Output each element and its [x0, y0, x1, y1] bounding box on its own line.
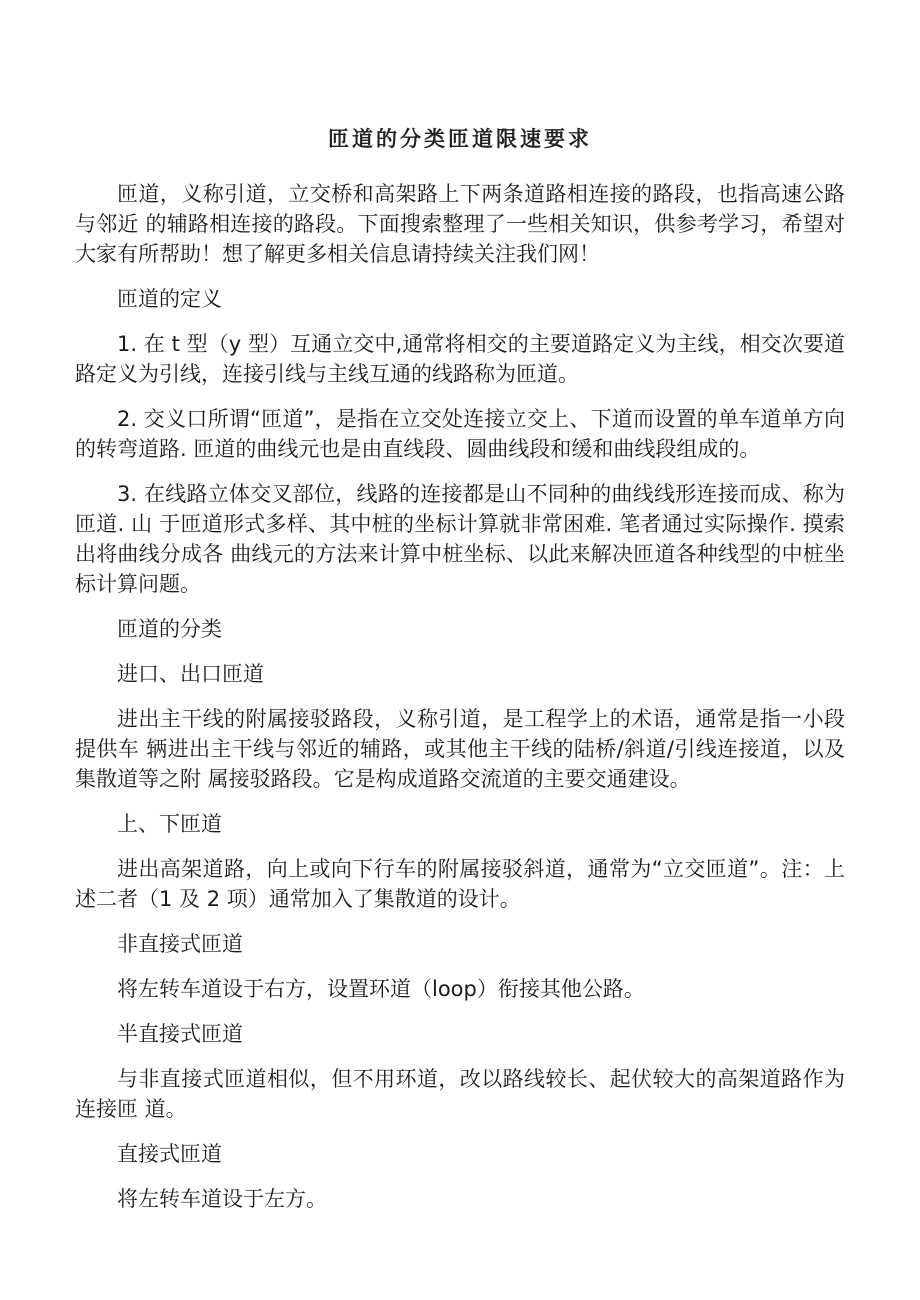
- paragraph-direct-ramp: 将左转车道设于左方。: [117, 1187, 327, 1211]
- paragraph-intro: 匝道，义称引道，立交桥和高架路上下两条道路相连接的路段，也指高速公路与邻近 的辅路相连接的路段。下面搜索整理了一些相关知识，供参考学习，希望对大家有所帮助！想了解更多相关信息请持续关注我们网！: [75, 182, 845, 266]
- heading-indirect-ramp: 非直接式匝道: [117, 932, 243, 956]
- paragraph-up-down-ramp: 进出高架道路，向上或向下行车的附属接驳斜道，通常为“立交匝道”。注：上述二者（1 及 2 项）通常加入了集散道的设计。: [75, 857, 845, 911]
- paragraph-indirect-ramp: 将左转车道设于右方，设置环道（loop）衔接其他公路。: [117, 977, 645, 1001]
- paragraph-semi-direct-ramp: 与非直接式匝道相似，但不用环道，改以路线较长、起伏较大的高架道路作为连接匝 道。: [75, 1067, 845, 1121]
- heading-semi-direct-ramp: 半直接式匝道: [117, 1022, 243, 1046]
- heading-up-down-ramp: 上、下匝道: [117, 812, 222, 836]
- document-title: 匝道的分类匝道限速要求: [328, 126, 592, 151]
- paragraph-definition-3: 3. 在线路立体交叉部位，线路的连接都是山不同种的曲线线形连接而成、称为匝道. 山 于匝道形式多样、其中桩的坐标计算就非常困难. 笔者通过实际操作. 摸索出将曲线分成各 曲线元的方法来计算中桩坐标、以此来解决匝道各种线型的中桩坐标计算问题。: [75, 482, 845, 596]
- heading-direct-ramp: 直接式匝道: [117, 1142, 222, 1166]
- paragraph-definition-1: 1. 在 t 型（y 型）互通立交中,通常将相交的主要道路定义为主线，相交次要道路定义为引线，连接引线与主线互通的线路称为匝道。: [75, 332, 845, 386]
- heading-ramp-classification: 匝道的分类: [117, 617, 222, 641]
- heading-ramp-definition: 匝道的定义: [117, 287, 222, 311]
- paragraph-definition-2: 2. 交义口所谓“匝道”，是指在立交处连接立交上、下道而设置的单车道单方向的转弯道路. 匝道的曲线元也是由直线段、圆曲线段和缓和曲线段组成的。: [75, 407, 845, 461]
- heading-entrance-exit-ramp: 进口、出口匝道: [117, 662, 264, 686]
- paragraph-entrance-exit-ramp: 进出主干线的附属接驳路段，义称引道，是工程学上的术语，通常是指一小段提供车 辆进出主干线与邻近的辅路，或其他主干线的陆桥/斜道/引线连接道，以及集散道等之附 属接驳路段。它是构成道路交流道的主要交通建设。: [75, 707, 845, 791]
